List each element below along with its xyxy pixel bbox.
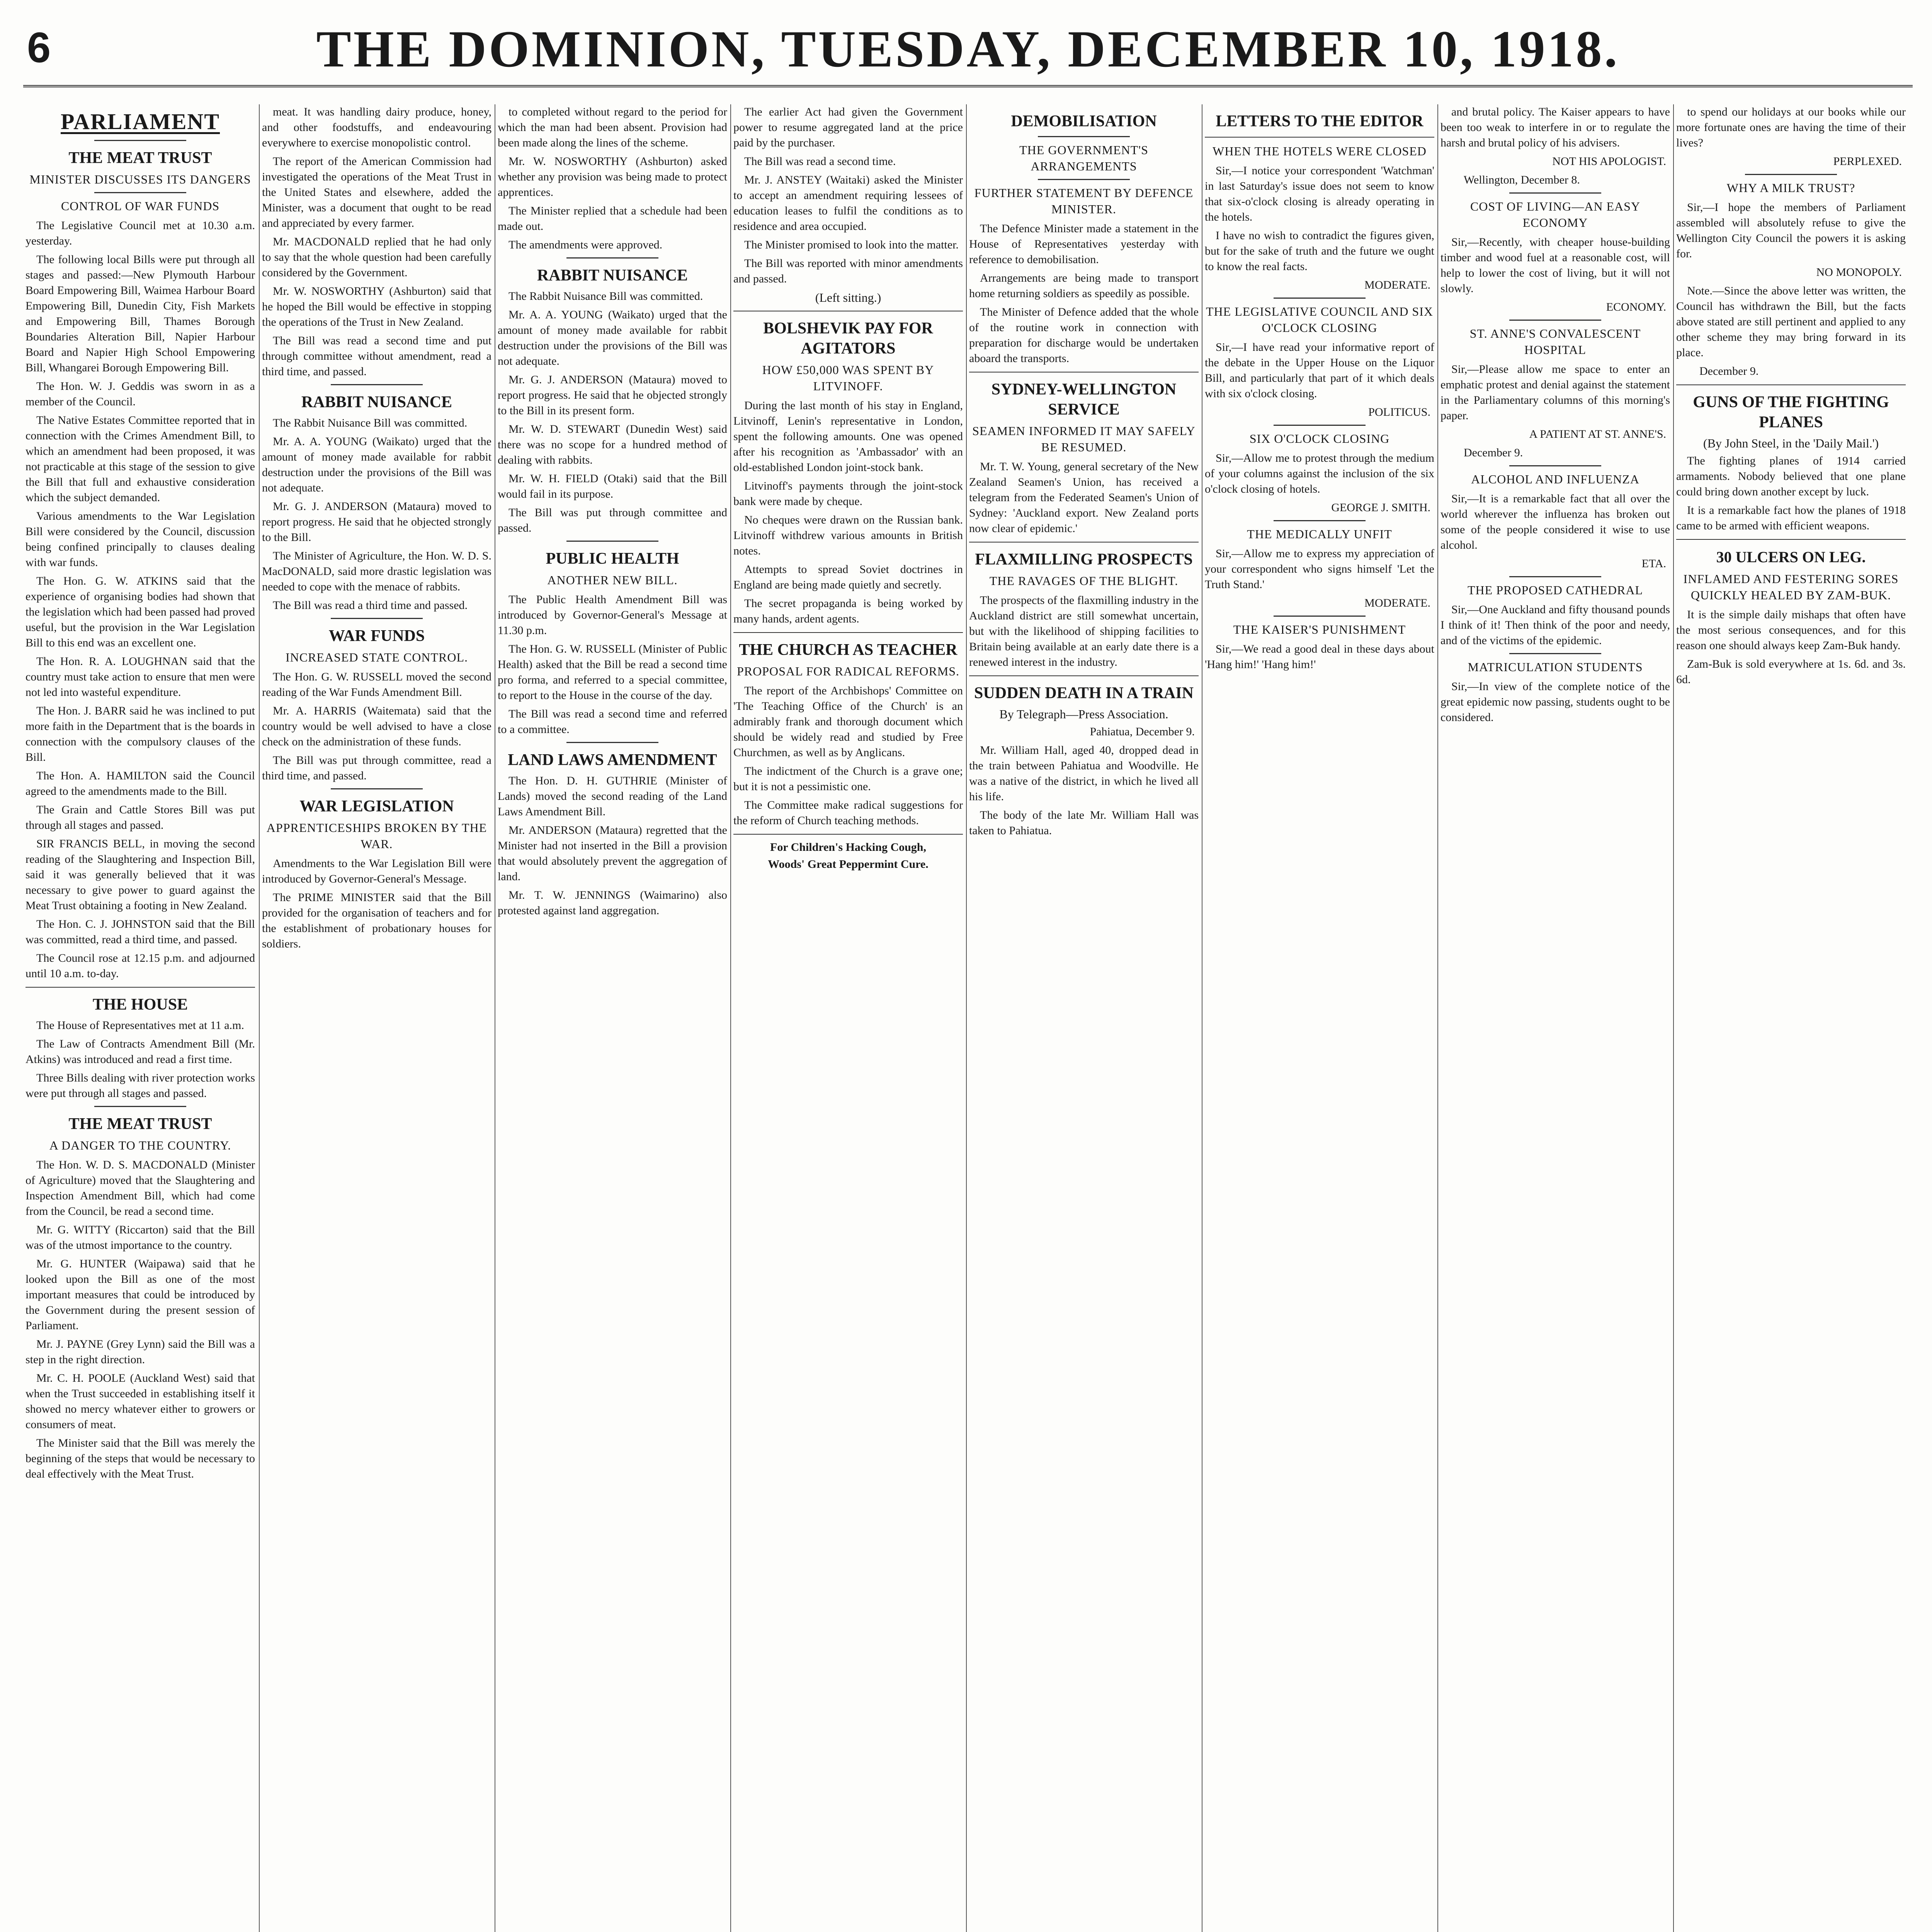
paragraph: to spend our holidays at our books while our more fortunate ones are having the time of their lives?: [1676, 105, 1906, 149]
paragraph: Sir,—In view of the complete notice of the great epidemic now passing, students ought to be considered.: [1440, 680, 1670, 724]
paragraph: Mr. W. NOSWORTHY (Ashburton) said that he hoped the Bill would be effective in stopping the operations of the Trust in New Zealand.: [262, 285, 492, 328]
letter-heading: THE PROPOSED CATHEDRAL: [1467, 583, 1643, 597]
column-4: [733, 104, 963, 1932]
paragraph: Amendments to the War Legislation Bill were introduced by Governor-General's Message.: [262, 857, 492, 885]
letter-signature: MODERATE.: [1364, 279, 1430, 291]
paragraph: Litvinoff's payments through the joint-stock bank were made by cheque.: [733, 480, 963, 508]
paragraph: Mr. MACDONALD replied that he had only to say that the whole question had been carefully considered by the Government.: [262, 235, 492, 279]
advertisement-line: For Children's Hacking Cough,: [770, 841, 926, 854]
article-subheading: PROPOSAL FOR RADICAL REFORMS.: [736, 664, 960, 678]
paragraph: Mr. J. PAYNE (Grey Lynn) said the Bill was a step in the right direction.: [26, 1338, 255, 1366]
article-heading: THE MEAT TRUST: [68, 1115, 212, 1133]
article-heading: RABBIT NUISANCE: [537, 267, 688, 284]
paragraph: The report of the American Commission had investigated the operations of the Meat Trust in the United States and elsewhere, added the Minister, was a document that ought to be read and appreciated by every farmer.: [262, 155, 492, 230]
paragraph: The Council rose at 12.15 p.m. and adjourned until 10 a.m. to-day.: [26, 952, 255, 980]
paragraph: The Bill was read a second time and put through committee without amendment, read a third time, and passed.: [262, 334, 492, 378]
article-heading: FLAXMILLING PROSPECTS: [975, 551, 1193, 568]
divider: [566, 742, 658, 743]
paragraph: The Grain and Cattle Stores Bill was put through all stages and passed.: [26, 803, 255, 832]
divider: [566, 257, 658, 259]
article-subheading: FURTHER STATEMENT BY DEFENCE MINISTER.: [974, 186, 1194, 216]
article-subheading: SEAMEN INFORMED IT MAY SAFELY BE RESUMED.: [972, 424, 1196, 454]
letter-signature: A PATIENT AT ST. ANNE'S.: [1529, 428, 1666, 440]
article-heading: SUDDEN DEATH IN A TRAIN: [974, 684, 1194, 702]
paragraph: The report of the Archbishops' Committee on 'The Teaching Office of the Church' is an admirably frank and thorough document which should be widely read and studied by Free Churchmen, as well as by Anglicans.: [733, 684, 963, 759]
paragraph: Mr. William Hall, aged 40, dropped dead in the train between Pahiatua and Woodville. He was a native of the district, in which he lived all his life.: [969, 744, 1199, 803]
paragraph: Sir,—Allow me to protest through the medium of your columns against the inclusion of the six o'clock closing of hotels.: [1205, 452, 1434, 495]
article-subheading: THE GOVERNMENT'S ARRANGEMENTS: [1019, 143, 1148, 173]
letter-signature: ETA.: [1641, 557, 1666, 570]
sitting-note: (Left sitting.): [815, 291, 881, 304]
letter-heading: THE MEDICALLY UNFIT: [1247, 527, 1392, 541]
letter-signature: ECONOMY.: [1606, 301, 1666, 313]
paragraph: The Hon. D. H. GUTHRIE (Minister of Lands) moved the second reading of the Land Laws Amendment Bill.: [498, 774, 727, 818]
divider: [969, 542, 1199, 543]
divider: [94, 140, 186, 141]
letter-dateline: Wellington, December 8.: [1464, 173, 1580, 186]
article-heading: THE MEAT TRUST: [68, 149, 212, 167]
article-heading: GUNS OF THE FIGHTING PLANES: [1693, 393, 1889, 431]
paragraph: During the last month of his stay in England, Litvinoff, Lenin's representative in London, spent the following amounts. One was opened after his recognition as 'Ambassador' with an old-established London joint-stock bank.: [733, 399, 963, 474]
paragraph: The Minister of Defence added that the whole of the routine work in connection with preparation for discharge would be undertaken aboard the transports.: [969, 306, 1199, 365]
paragraph: The Hon. C. J. JOHNSTON said that the Bill was committed, read a third time, and passed.: [26, 918, 255, 946]
article-heading: DEMOBILISATION: [1011, 112, 1157, 130]
divider: [1509, 653, 1601, 654]
paragraph: Sir,—Recently, with cheaper house-building timber and wood fuel at a reasonable cost, will help to lower the cost of living, but it will not slowly.: [1440, 236, 1670, 295]
column-5: [969, 104, 1199, 1932]
divider: [1038, 179, 1130, 180]
paragraph: No cheques were drawn on the Russian bank. Litvinoff withdrew various amounts in British notes.: [733, 514, 963, 557]
paragraph: The Defence Minister made a statement in the House of Representatives yesterday with reference to demobilisation.: [969, 222, 1199, 266]
letter-dateline: December 9.: [1464, 446, 1523, 459]
paragraph: The Hon. G. W. ATKINS said that the experience of organising bodies had shown that the legislation which had been passed had proved useful, but the provision in the War Legislation Bill to this end was an excellent one.: [26, 575, 255, 649]
letter-signature: POLITICUS.: [1368, 406, 1430, 418]
paragraph: The Bill was read a second time and referred to a committee.: [498, 707, 727, 736]
paragraph: The following local Bills were put through all stages and passed:—New Plymouth Harbour Board Empowering Bill, Waimea Harbour Board Empowering Bill, Dunedin City, Fish Markets and Empowering Bill, Thames Borough Boundaries Alteration Bill, Napier Harbour Board and Napier High School Empowering Bill, Whangarei Borough Empowering Bill.: [26, 253, 255, 374]
article-heading: WAR LEGISLATION: [299, 798, 454, 815]
paragraph: Sir,—One Auckland and fifty thousand pounds I think of it! Then think of the poor and needy, and of the victims of the epidemic.: [1440, 603, 1670, 647]
paragraph: Mr. G. J. ANDERSON (Mataura) moved to report progress. He said that he objected strongly to the Bill.: [262, 500, 492, 544]
letter-heading: ST. ANNE'S CONVALESCENT HOSPITAL: [1469, 327, 1641, 357]
divider: [331, 384, 423, 385]
byline: (By John Steel, in the 'Daily Mail.'): [1703, 436, 1879, 450]
paragraph: It is the simple daily mishaps that often have the most serious consequences, and for this reason one should always keep Zam-Buk handy.: [1676, 608, 1906, 652]
paragraph: and brutal policy. The Kaiser appears to have been too weak to interfere in or to regulate the harsh and brutal policy of his advisers.: [1440, 105, 1670, 149]
letter-signature: MODERATE.: [1364, 597, 1430, 609]
letter-signature: NOT HIS APOLOGIST.: [1552, 155, 1666, 168]
divider: [1509, 576, 1601, 577]
divider: [733, 834, 963, 835]
paragraph: The Hon. A. HAMILTON said the Council agreed to the amendments made to the Bill.: [26, 769, 255, 798]
article-heading: WAR FUNDS: [328, 627, 425, 645]
paragraph: The Bill was reported with minor amendments and passed.: [733, 257, 963, 285]
divider: [969, 675, 1199, 676]
paragraph: The Committee make radical suggestions for the reform of Church teaching methods.: [733, 799, 963, 827]
divider: [1274, 298, 1366, 299]
article-heading: RABBIT NUISANCE: [301, 393, 452, 411]
letter-heading: ALCOHOL AND INFLUENZA: [1471, 472, 1639, 486]
paragraph: Sir,—I have read your informative report of the debate in the Upper House on the Liquor Bill, and particularly that part of it which deals with six o'clock closing.: [1205, 341, 1434, 400]
letter-heading: SIX O'CLOCK CLOSING: [1249, 432, 1390, 446]
advertisement-subheading: INFLAMED AND FESTERING SORES QUICKLY HEALED BY ZAM-BUK.: [1683, 572, 1899, 602]
column-2: [262, 104, 492, 1932]
letter-heading: MATRICULATION STUDENTS: [1468, 660, 1643, 674]
advertisement-line: Woods' Great Peppermint Cure.: [768, 858, 929, 871]
paragraph: Arrangements are being made to transport home returning soldiers as speedily as possible.: [969, 272, 1199, 300]
column-7: [1440, 104, 1670, 1932]
divider: [1205, 137, 1434, 138]
article-subheading: A DANGER TO THE COUNTRY.: [49, 1138, 231, 1152]
paragraph: Mr. J. ANSTEY (Waitaki) asked the Minister to accept an amendment requiring lessees of education leases to fulfil the conditions as to residence and area occupied.: [733, 173, 963, 233]
paragraph: Mr. T. W. JENNINGS (Waimarino) also protested against land aggregation.: [498, 889, 727, 917]
paragraph: The Law of Contracts Amendment Bill (Mr. Atkins) was introduced and read a first time.: [26, 1037, 255, 1066]
letter-signature: NO MONOPOLY.: [1816, 266, 1902, 279]
paragraph: Mr. A. A. YOUNG (Waikato) urged that the amount of money made available for rabbit destruction under the provisions of the Bill was not adequate.: [498, 308, 727, 367]
article-heading: THE CHURCH AS TEACHER: [739, 641, 957, 659]
paragraph: The Hon. R. A. LOUGHNAN said that the country must take action to ensure that men were not led into wasteful expenditure.: [26, 655, 255, 699]
section-title-parliament: PARLIAMENT: [60, 109, 220, 134]
article-subheading: CONTROL OF WAR FUNDS: [61, 199, 220, 213]
paragraph: The Bill was put through committee, read a third time, and passed.: [262, 754, 492, 782]
article-subheading: MINISTER DISCUSSES ITS DANGERS: [29, 172, 251, 186]
advertisement-heading: 30 ULCERS ON LEG.: [1716, 548, 1866, 566]
column-rule: [1673, 104, 1674, 1932]
paragraph: to completed without regard to the period for which the man had been absent. Provision had been made along the lines of the scheme.: [498, 105, 727, 149]
article-subheading: THE RAVAGES OF THE BLIGHT.: [989, 574, 1179, 588]
paragraph: The Minister said that the Bill was merely the beginning of the steps that would be necessary to deal effectively with the Meat Trust.: [26, 1437, 255, 1480]
column-rule: [1437, 104, 1438, 1932]
paragraph: Various amendments to the War Legislation Bill were considered by the Council, discussion being confined principally to clauses dealing with war funds.: [26, 510, 255, 569]
paragraph: Mr. G. J. ANDERSON (Mataura) moved to report progress. He said that he objected strongly to the Bill in its present form.: [498, 373, 727, 417]
paragraph: Mr. ANDERSON (Mataura) regretted that the Minister had not inserted in the Bill a provision that would absolutely prevent the aggregation of land.: [498, 824, 727, 883]
paragraph: The Bill was read a third time and passed.: [273, 599, 468, 612]
paragraph: Mr. G. HUNTER (Waipawa) said that he looked upon the Bill as one of the most important measures that could be introduced by the Government during the present session of Parliament.: [26, 1257, 255, 1332]
byline: By Telegraph—Press Association.: [999, 707, 1168, 721]
paragraph: The secret propaganda is being worked by many hands, ardent agents.: [733, 597, 963, 625]
letter-heading: WHEN THE HOTELS WERE CLOSED: [1213, 144, 1427, 158]
paragraph: Sir,—It is a remarkable fact that all over the world wherever the influenza has broken out some of the people considered it wise to use alcohol.: [1440, 492, 1670, 551]
letter-signature: PERPLEXED.: [1833, 155, 1902, 168]
divider: [566, 541, 658, 542]
paragraph: Mr. W. H. FIELD (Otaki) said that the Bill would fail in its purpose.: [498, 472, 727, 500]
section-title-letters: LETTERS TO THE EDITOR: [1216, 112, 1423, 130]
article-subheading: APPRENTICESHIPS BROKEN BY THE WAR.: [266, 821, 487, 851]
divider: [331, 618, 423, 619]
divider: [1676, 384, 1906, 385]
paragraph: Mr. A. HARRIS (Waitemata) said that the country would be well advised to have a close check on the administration of these funds.: [262, 704, 492, 748]
paragraph: The Public Health Amendment Bill was introduced by Governor-General's Message at 11.30 p.m.: [498, 593, 727, 637]
article-heading: THE HOUSE: [92, 996, 188, 1014]
paragraph: Sir,—Allow me to express my appreciation of your correspondent who signs himself 'Let the Truth Stand.': [1205, 547, 1434, 591]
masthead: [23, 12, 1913, 87]
paragraph: Mr. W. NOSWORTHY (Ashburton) asked whether any provision was being made to protect apprentices.: [498, 155, 727, 199]
article-subheading: HOW £50,000 WAS SPENT BY LITVINOFF.: [762, 363, 934, 393]
paragraph: Sir,—I hope the members of Parliament assembled will absolutely refuse to give the Wellington City Council the powers it is asking for.: [1676, 201, 1906, 260]
paragraph: Three Bills dealing with river protection works were put through all stages and passed.: [26, 1071, 255, 1100]
paragraph: The Bill was read a second time.: [744, 155, 896, 168]
paragraph: The prospects of the flaxmilling industry in the Auckland district are still somewhat uncertain, but with the likelihood of shipping facilities to Britain being available at an early date there is a renewed interest in the industry.: [969, 594, 1199, 668]
article-subheading: INCREASED STATE CONTROL.: [285, 650, 468, 664]
paragraph: The body of the late Mr. William Hall was taken to Pahiatua.: [969, 809, 1199, 837]
column-3: [498, 104, 727, 1932]
divider: [1509, 192, 1601, 194]
divider: [94, 192, 186, 193]
paragraph: The earlier Act had given the Government power to resume aggregated land at the price paid by the purchaser.: [733, 105, 963, 149]
paragraph: Mr. C. H. POOLE (Auckland West) said that when the Trust succeeded in establishing itself it showed no mercy whatever either to growers or consumers of meat.: [26, 1372, 255, 1431]
paragraph: The Hon. W. J. Geddis was sworn in as a member of the Council.: [26, 380, 255, 408]
paragraph: The indictment of the Church is a grave one; but it is not a pessimistic one.: [733, 765, 963, 793]
letter-dateline: December 9.: [1699, 365, 1759, 378]
paragraph: The Native Estates Committee reported that in connection with the Crimes Amendment Bill, to which an amendment had been proposed, it was not practicable at this stage of the session to give the Bill that full and exhaustive consideration which the subject demanded.: [26, 414, 255, 504]
article-heading: PUBLIC HEALTH: [546, 550, 679, 568]
divider: [733, 632, 963, 633]
paragraph: I have no wish to contradict the figures given, but for the sake of truth and the future we ought to know the real facts.: [1205, 229, 1434, 273]
column-rule: [966, 104, 967, 1932]
paragraph: Sir,—We read a good deal in these days about 'Hang him!' 'Hang him!': [1205, 643, 1434, 671]
letter-signature: GEORGE J. SMITH.: [1331, 501, 1430, 514]
column-1: [26, 104, 255, 1932]
paragraph: The Hon. J. BARR said he was inclined to put more faith in the Department that is the boards in connection with the compulsory clauses of the Bill.: [26, 704, 255, 764]
column-8: [1676, 104, 1906, 1932]
divider: [331, 788, 423, 789]
page-number: 6: [27, 24, 51, 71]
paragraph: The Rabbit Nuisance Bill was committed.: [509, 290, 703, 303]
column-rule: [730, 104, 731, 1932]
divider: [1509, 320, 1601, 321]
divider: [1745, 174, 1837, 175]
paragraph: meat. It was handling dairy produce, honey, and other foodstuffs, and endeavouring everywhere to exercise monopolistic control.: [262, 105, 492, 149]
divider: [1676, 539, 1906, 540]
article-heading: LAND LAWS AMENDMENT: [508, 751, 717, 769]
paragraph: The Rabbit Nuisance Bill was committed.: [273, 417, 468, 429]
paragraph: The Bill was put through committee and passed.: [498, 506, 727, 534]
paragraph: The Hon. W. D. S. MACDONALD (Minister of Agriculture) moved that the Slaughtering and Inspection Amendment Bill, which had come from the Council, be read a second time.: [26, 1158, 255, 1218]
paragraph: The Minister replied that a schedule had been made out.: [498, 204, 727, 233]
paragraph: The fighting planes of 1914 carried armaments. Nobody believed that one plane could bring down another except by luck.: [1676, 454, 1906, 498]
article-subheading: ANOTHER NEW BILL.: [547, 573, 678, 587]
article-heading: SYDNEY-WELLINGTON SERVICE: [991, 381, 1177, 418]
paragraph: Mr. A. A. YOUNG (Waikato) urged that the amount of money made available for rabbit destruction under the provisions of the Bill was not adequate.: [262, 435, 492, 494]
paragraph: The Hon. G. W. RUSSELL (Minister of Public Health) asked that the Bill be read a second time pro forma, and referred to a special committee, to report to the House in the course of the day.: [498, 643, 727, 702]
paragraph: Mr. G. WITTY (Riccarton) said that the Bill was of the utmost importance to the country.: [26, 1223, 255, 1252]
divider: [1274, 616, 1366, 617]
column-6: [1205, 104, 1434, 1932]
paragraph: Mr. W. D. STEWART (Dunedin West) said there was no scope for a hundred method of dealing with rabbits.: [498, 423, 727, 466]
divider: [1038, 136, 1130, 137]
divider: [94, 1106, 186, 1107]
divider: [26, 987, 255, 988]
article-heading: BOLSHEVIK PAY FOR AGITATORS: [763, 320, 933, 357]
paragraph: Zam-Buk is sold everywhere at 1s. 6d. and 3s. 6d.: [1676, 658, 1906, 686]
column-rule: [259, 104, 260, 1932]
divider: [1274, 425, 1366, 426]
paragraph: The House of Representatives met at 11 a.m.: [36, 1019, 244, 1032]
paragraph: The PRIME MINISTER said that the Bill provided for the organisation of teachers and for the establishment of probationary houses for soldiers.: [262, 891, 492, 950]
divider: [1509, 465, 1601, 466]
letter-heading: THE LEGISLATIVE COUNCIL AND SIX O'CLOCK CLOSING: [1206, 304, 1433, 335]
letter-heading: THE KAISER'S PUNISHMENT: [1233, 622, 1406, 636]
paragraph: The Minister promised to look into the matter.: [744, 238, 959, 251]
paragraph: It is a remarkable fact how the planes of 1918 came to be armed with efficient weapons.: [1676, 504, 1906, 532]
paragraph: Mr. T. W. Young, general secretary of the New Zealand Seamen's Union, has received a telegram from the Federated Seamen's Union of Sydney: 'Auckland export. New Zealand ports now clear of epidemic.': [969, 460, 1199, 535]
letter-heading: COST OF LIVING—AN EASY ECONOMY: [1470, 199, 1641, 230]
paragraph: Note.—Since the above letter was written, the Council has withdrawn the Bill, but the facts above stated are still pertinent and applied to any other scheme they may bring forward in its place.: [1676, 284, 1906, 359]
paragraph: Sir,—I notice your correspondent 'Watchman' in last Saturday's issue does not seem to know that six-o'clock closing is already operating in the hotels.: [1205, 164, 1434, 223]
newspaper-title: THE DOMINION, TUESDAY, DECEMBER 10, 1918.: [316, 20, 1620, 78]
paragraph: The amendments were approved.: [509, 238, 663, 251]
paragraph: SIR FRANCIS BELL, in moving the second reading of the Slaughtering and Inspection Bill, said it was generally believed that it was necessary to give power to guard against the Meat Trust obtaining a footing in New Zealand.: [26, 837, 255, 912]
paragraph: The Legislative Council met at 10.30 a.m. yesterday.: [26, 219, 255, 247]
paragraph: The Minister of Agriculture, the Hon. W. D. S. MacDONALD, said more drastic legislation was needed to cope with the menace of rabbits.: [262, 549, 492, 593]
letter-heading: WHY A MILK TRUST?: [1726, 181, 1855, 195]
paragraph: The Hon. G. W. RUSSELL moved the second reading of the War Funds Amendment Bill.: [262, 670, 492, 699]
dateline: Pahiatua, December 9.: [1090, 725, 1195, 738]
divider: [1274, 520, 1366, 521]
paragraph: Sir,—Please allow me space to enter an emphatic protest and denial against the statement in the Parliamentary columns of this morning's paper.: [1440, 363, 1670, 422]
paragraph: Attempts to spread Soviet doctrines in England are being made quietly and secretly.: [733, 563, 963, 591]
